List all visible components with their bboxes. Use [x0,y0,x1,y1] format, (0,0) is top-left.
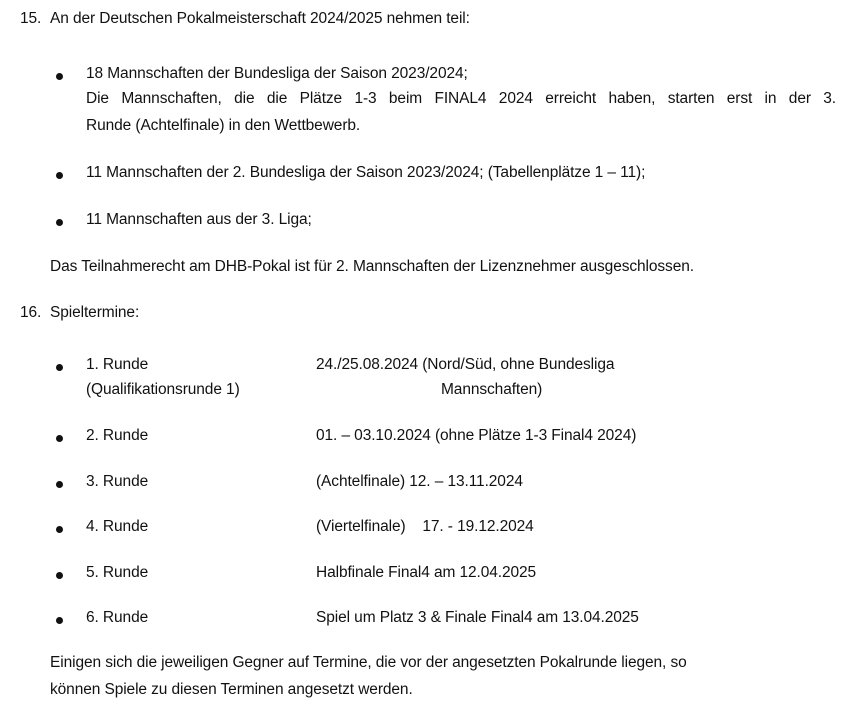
list-item-text: Die Mannschaften, die die Plätze 1-3 beim FINAL4 2024 erreicht haben, starten erst in der 3. [86,90,836,107]
bullet-icon [56,481,63,488]
bullet-icon [56,219,63,226]
round-label: 2. Runde [86,427,149,444]
section-heading: Spieltermine: [50,304,140,321]
bullet-icon [56,526,63,533]
closing-paragraph-line: Einigen sich die jeweiligen Gegner auf Termine, die vor der angesetzten Pokalrunde liegen, so [50,654,687,671]
round-date: 24./25.08.2024 (Nord/Süd, ohne Bundesliga [316,356,615,373]
round-sublabel: (Qualifikationsrunde 1) [86,381,240,398]
list-item-text: 11 Mannschaften der 2. Bundesliga der Saison 2023/2024; (Tabellenplätze 1 – 11); [86,164,646,181]
round-label: 4. Runde [86,518,149,535]
list-item-text: Runde (Achtelfinale) in den Wettbewerb. [86,117,361,134]
round-date: Spiel um Platz 3 & Finale Final4 am 13.04.2025 [316,609,639,626]
bullet-icon [56,364,63,371]
round-label: 6. Runde [86,609,149,626]
round-label: 3. Runde [86,473,149,490]
round-date: (Viertelfinale) 17. - 19.12.2024 [316,518,534,535]
round-label: 5. Runde [86,564,149,581]
bullet-icon [56,73,63,80]
bullet-icon [56,172,63,179]
bullet-icon [56,435,63,442]
section-number: 16. [20,304,42,321]
round-date: (Achtelfinale) 12. – 13.11.2024 [316,473,523,490]
paragraph-note: Das Teilnahmerecht am DHB-Pokal ist für 2. Mannschaften der Lizenznehmer ausgeschlossen. [50,258,694,275]
list-item-text: 18 Mannschaften der Bundesliga der Saison 2023/2024; [86,65,468,82]
round-label: 1. Runde [86,356,149,373]
section-number: 15. [20,10,42,27]
list-item-text: 11 Mannschaften aus der 3. Liga; [86,211,312,228]
closing-paragraph-line: können Spiele zu diesen Terminen angesetzt werden. [50,681,413,698]
bullet-icon [56,617,63,624]
section-heading: An der Deutschen Pokalmeisterschaft 2024/2025 nehmen teil: [50,10,470,27]
round-date: Halbfinale Final4 am 12.04.2025 [316,564,537,581]
round-date: 01. – 03.10.2024 (ohne Plätze 1-3 Final4 2024) [316,427,637,444]
bullet-icon [56,572,63,579]
round-date-continued: Mannschaften) [441,381,543,398]
